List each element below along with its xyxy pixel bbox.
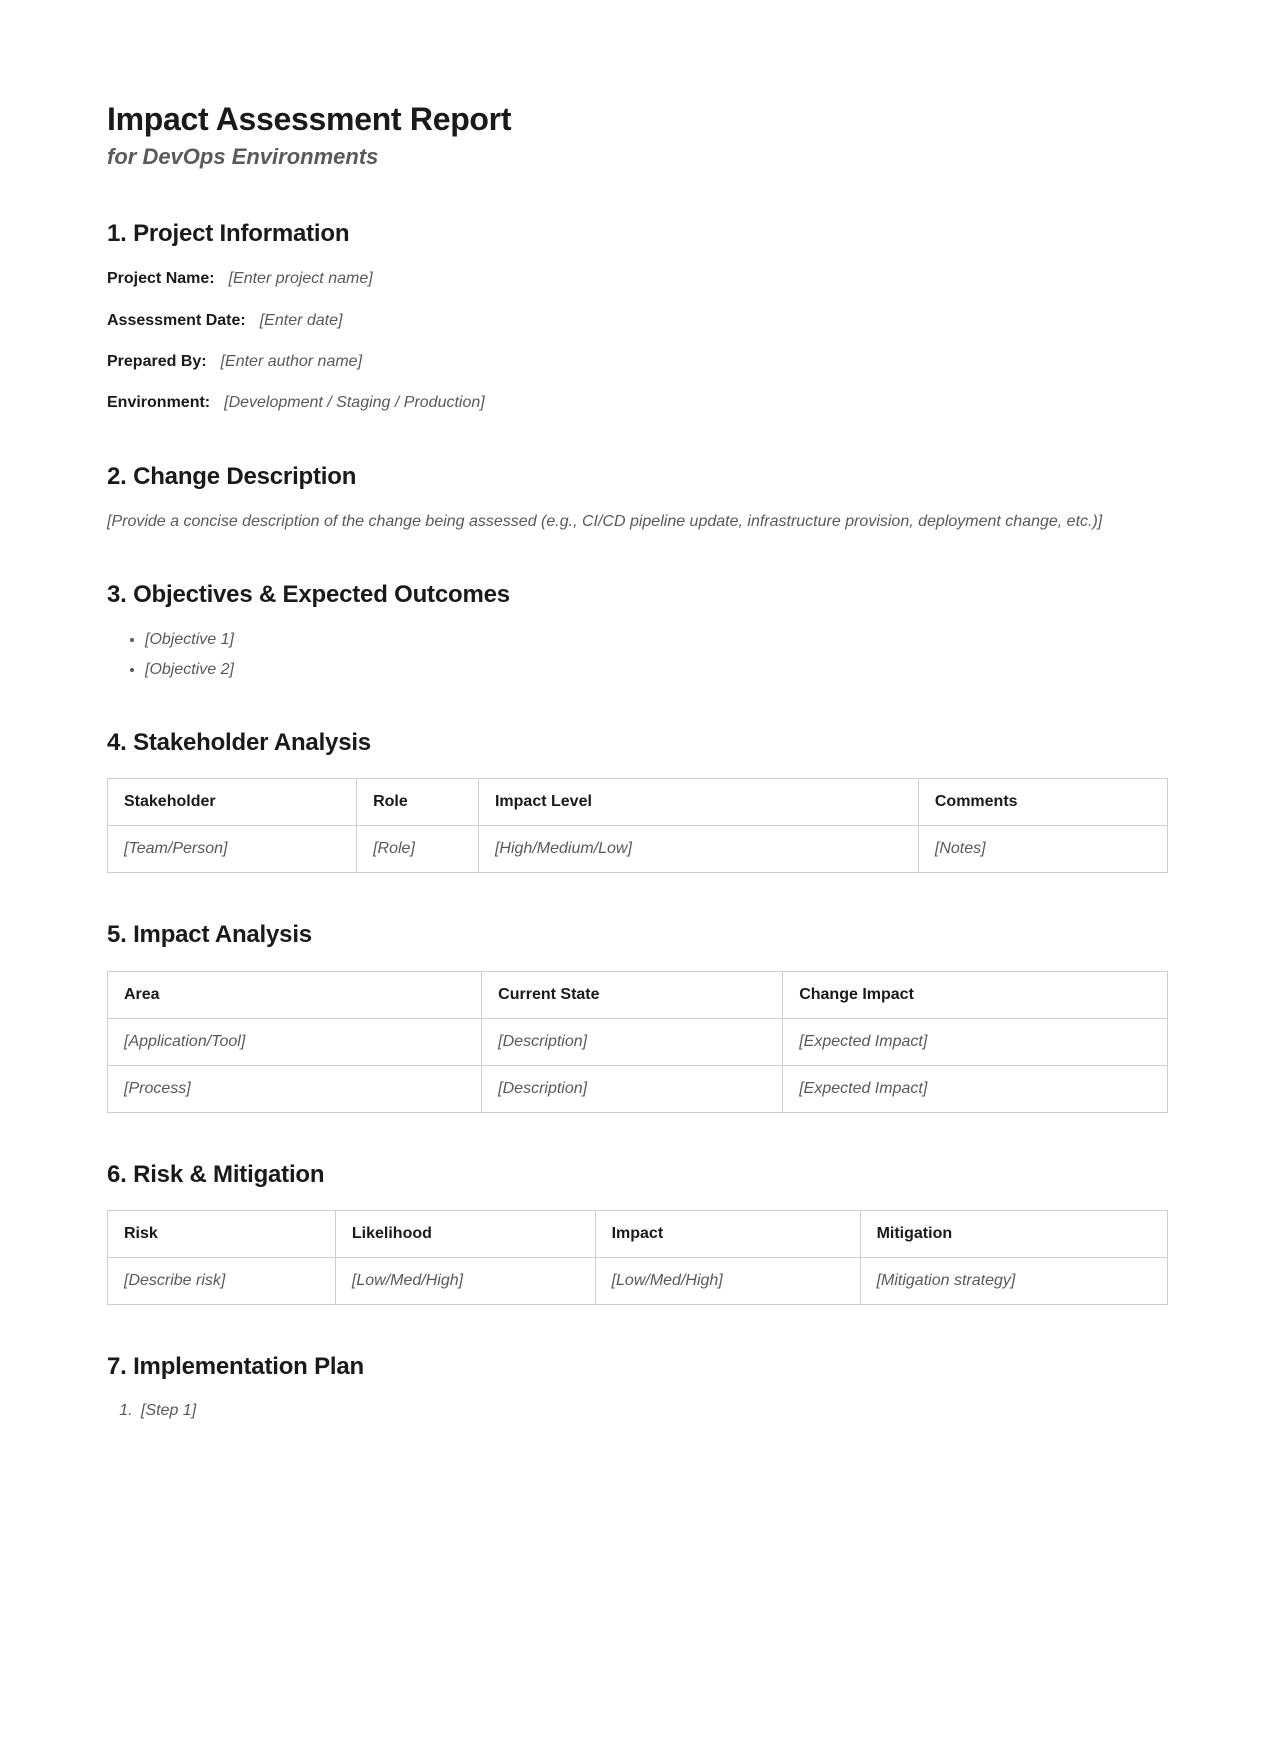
table-row <box>108 826 1168 873</box>
field-value: [Enter date] <box>259 311 343 329</box>
page-subtitle: for DevOps Environments <box>107 144 379 170</box>
section-stakeholder-analysis <box>107 727 1168 873</box>
heading-implementation-plan: 7. Implementation Plan <box>107 1352 364 1380</box>
table-header-row <box>108 779 1168 826</box>
table-header-row <box>108 1210 1168 1257</box>
field-label: Prepared By: <box>107 352 207 370</box>
implementation-steps-list <box>107 1400 1168 1422</box>
table-cell: [Process] <box>108 1065 482 1112</box>
step-item: 1. [Step 1] <box>137 1400 1168 1422</box>
field-value: [Development / Staging / Production] <box>224 394 485 412</box>
heading-risk-mitigation: 6. Risk & Mitigation <box>107 1160 325 1188</box>
column-header: Role <box>357 779 479 826</box>
heading-impact-analysis: 5. Impact Analysis <box>107 921 312 949</box>
section-implementation-plan <box>107 1351 1168 1423</box>
column-header: Mitigation <box>860 1210 1167 1257</box>
field-label: Project Name: <box>107 270 215 288</box>
field-row-project-name <box>107 268 1168 290</box>
objectives-list <box>107 629 1168 682</box>
field-label: Assessment Date: <box>107 311 246 329</box>
heading-project-information: 1. Project Information <box>107 219 350 247</box>
column-header: Current State <box>482 971 783 1018</box>
objective-item: • [Objective 2] <box>145 659 1168 681</box>
table-cell: [High/Medium/Low] <box>478 826 918 873</box>
table-cell: [Expected Impact] <box>783 1018 1168 1065</box>
table-cell: [Mitigation strategy] <box>860 1257 1167 1304</box>
column-header: Impact Level <box>478 779 918 826</box>
table-row <box>108 1065 1168 1112</box>
table-row <box>108 1257 1168 1304</box>
table-header-row <box>108 971 1168 1018</box>
table-cell: [Notes] <box>918 826 1167 873</box>
field-value: [Enter project name] <box>228 270 373 288</box>
table-cell: [Description] <box>482 1018 783 1065</box>
objective-item: • [Objective 1] <box>145 629 1168 651</box>
field-value: [Enter author name] <box>220 352 363 370</box>
field-row-environment <box>107 392 1168 414</box>
table-cell: [Low/Med/High] <box>335 1257 595 1304</box>
section-objectives <box>107 579 1168 681</box>
field-row-assessment-date <box>107 310 1168 332</box>
column-header: Stakeholder <box>108 779 357 826</box>
table-cell: [Role] <box>357 826 479 873</box>
column-header: Comments <box>918 779 1167 826</box>
table-cell: [Low/Med/High] <box>595 1257 860 1304</box>
table-cell: [Describe risk] <box>108 1257 336 1304</box>
table-cell: [Expected Impact] <box>783 1065 1168 1112</box>
page-title: Impact Assessment Report <box>107 101 512 137</box>
column-header: Likelihood <box>335 1210 595 1257</box>
heading-change-description: 2. Change Description <box>107 462 357 490</box>
field-row-prepared-by <box>107 351 1168 373</box>
column-header: Risk <box>108 1210 336 1257</box>
column-header: Change Impact <box>783 971 1168 1018</box>
column-header: Impact <box>595 1210 860 1257</box>
field-label: Environment: <box>107 394 211 412</box>
risk-table <box>107 1210 1168 1305</box>
table-cell: [Application/Tool] <box>108 1018 482 1065</box>
heading-stakeholder-analysis: 4. Stakeholder Analysis <box>107 729 371 757</box>
section-project-information <box>107 218 1168 415</box>
heading-objectives: 3. Objectives & Expected Outcomes <box>107 581 510 609</box>
table-row <box>108 1018 1168 1065</box>
stakeholder-table <box>107 778 1168 873</box>
section-change-description <box>107 461 1168 534</box>
section-impact-analysis <box>107 919 1168 1112</box>
column-header: Area <box>108 971 482 1018</box>
table-cell: [Team/Person] <box>108 826 357 873</box>
table-cell: [Description] <box>482 1065 783 1112</box>
change-description-text: [Provide a concise description of the change being assessed (e.g., CI/CD pipeline update, infrastructure provision, deployment change, etc.)] <box>107 512 1103 530</box>
section-risk-mitigation <box>107 1159 1168 1305</box>
impact-table <box>107 971 1168 1113</box>
